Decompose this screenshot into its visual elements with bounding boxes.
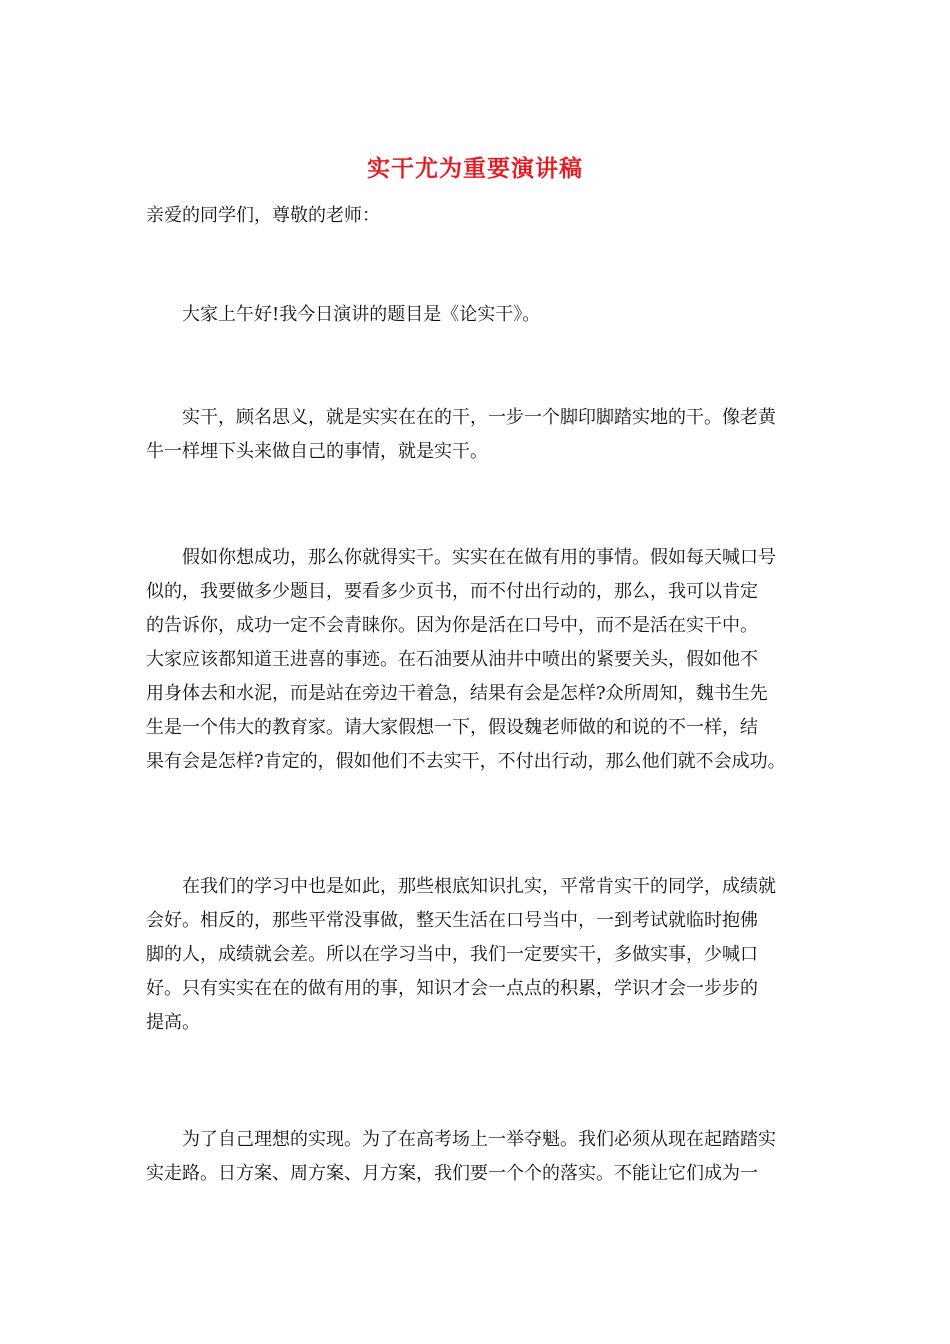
paragraph-line: 牛一样埋下头来做自己的事情，就是实干。 bbox=[146, 441, 488, 462]
paragraph-line: 大家应该都知道王进喜的事迹。在石油要从油井中喷出的紧要关头，假如他不 bbox=[146, 649, 758, 670]
paragraph-line: 的告诉你，成功一定不会青睐你。因为你是活在口号中，而不是活在实干中。 bbox=[146, 615, 758, 636]
paragraph-line: 假如你想成功，那么你就得实干。实实在在做有用的事情。假如每天喊口号 bbox=[146, 547, 776, 568]
paragraph-5 bbox=[146, 1123, 826, 1191]
paragraph-3 bbox=[146, 541, 826, 779]
paragraph-line: 生是一个伟大的教育家。请大家假想一下，假设魏老师做的和说的不一样，结 bbox=[146, 717, 758, 738]
paragraph-line: 会好。相反的，那些平常没事做，整天生活在口号当中，一到考试就临时抱佛 bbox=[146, 910, 758, 931]
paragraph-4 bbox=[146, 870, 826, 1040]
paragraph-line: 似的，我要做多少题目，要看多少页书，而不付出行动的，那么，我可以肯定 bbox=[146, 581, 758, 602]
salutation bbox=[146, 199, 826, 233]
paragraph-line: 提高。 bbox=[146, 1012, 200, 1033]
salutation-line: 亲爱的同学们，尊敬的老师： bbox=[146, 205, 380, 226]
paragraph-line: 为了自己理想的实现。为了在高考场上一举夺魁。我们必须从现在起踏踏实 bbox=[146, 1129, 776, 1150]
paragraph-2 bbox=[146, 401, 826, 469]
paragraph-line: 果有会是怎样?肯定的，假如他们不去实干，不付出行动，那么他们就不会成功。 bbox=[146, 751, 786, 772]
paragraph-line: 好。只有实实在在的做有用的事，知识才会一点点的积累，学识才会一步步的 bbox=[146, 978, 758, 999]
paragraph-1 bbox=[146, 298, 826, 332]
paragraph-line: 在我们的学习中也是如此，那些根底知识扎实，平常肯实干的同学，成绩就 bbox=[146, 876, 776, 897]
paragraph-line: 实走路。日方案、周方案、月方案，我们要一个个的落实。不能让它们成为一 bbox=[146, 1163, 758, 1184]
paragraph-line: 实干，顾名思义，就是实实在在的干，一步一个脚印脚踏实地的干。像老黄 bbox=[146, 407, 776, 428]
document-title: 实干尤为重要演讲稿 bbox=[367, 155, 583, 182]
paragraph-line: 大家上午好!我今日演讲的题目是《论实干》。 bbox=[146, 304, 541, 325]
paragraph-line: 脚的人，成绩就会差。所以在学习当中，我们一定要实干，多做实事，少喊口 bbox=[146, 944, 758, 965]
paragraph-line: 用身体去和水泥，而是站在旁边干着急，结果有会是怎样?众所周知，魏书生先 bbox=[146, 683, 768, 704]
